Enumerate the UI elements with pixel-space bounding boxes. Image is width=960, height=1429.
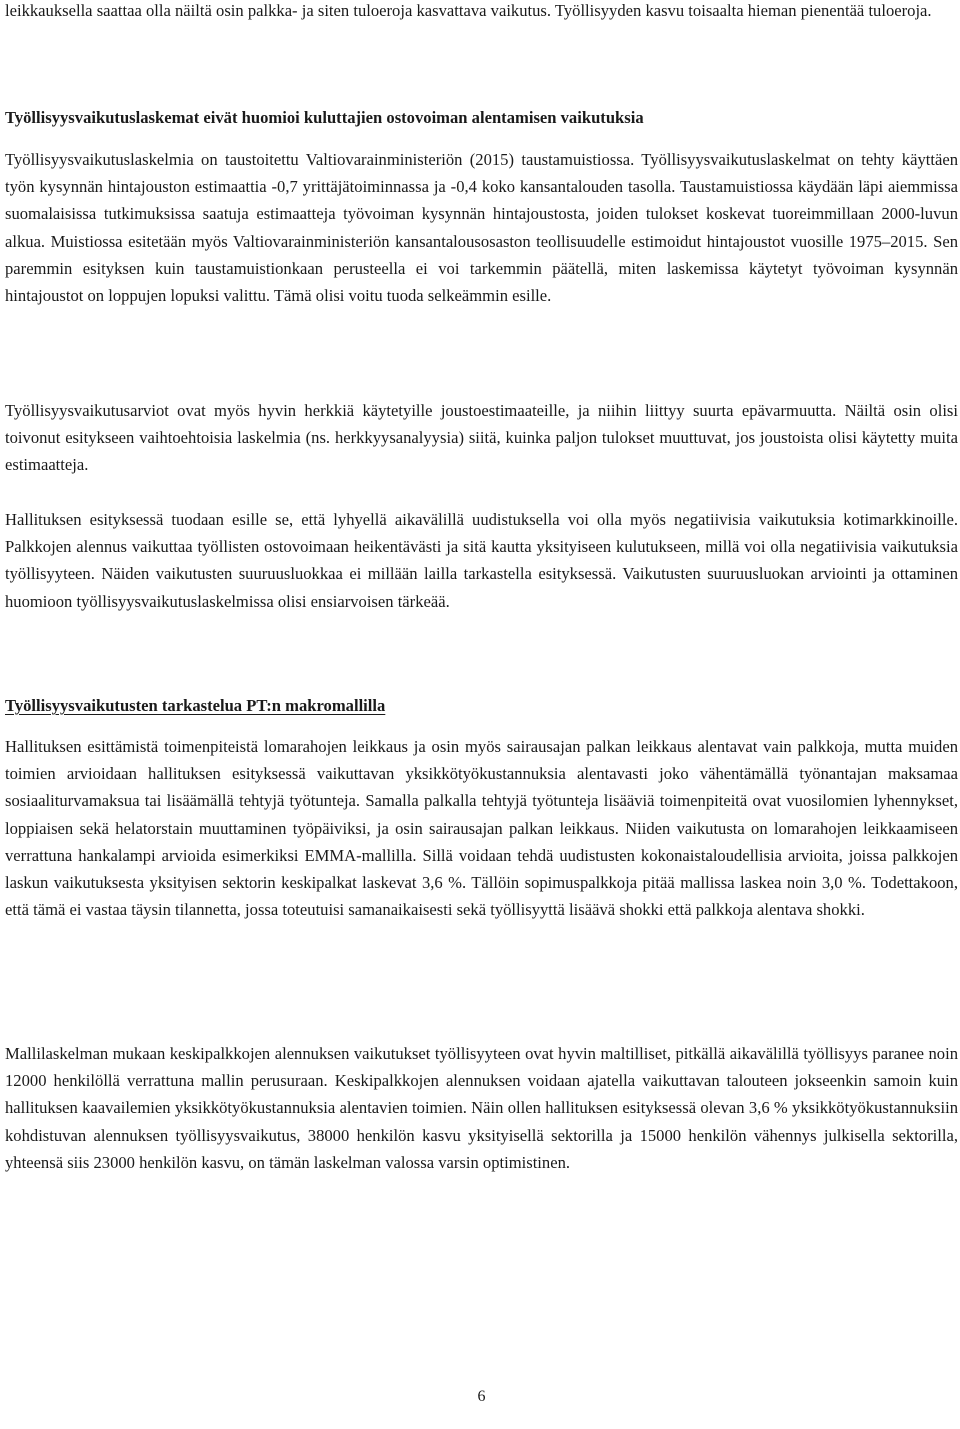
paragraph-model-results: Mallilaskelman mukaan keskipalkkojen alennuksen vaikutukset työllisyyteen ovat hyvin maltilliset, pitkällä aikavälillä työllisyys paranee noin 12000 henkilöllä verrattuna mallin perusuraan. Keskipalkkojen alennuksen voidaan ajatella vaikuttavan talouteen jokseenkin samoin kuin hallituksen kaavailemien yksikkötyökustannuksia alentavien toimien. Näin ollen hallituksen esityksessä olevan 3,6 % yksikkötyökustannuksiin kohdistuvan alennuksen työllisyysvaikutus, 38000 henkilön kasvu yksityisellä sektorilla ja 15000 henkilön vähennys julkisella sektorilla, yhteensä siis 23000 henkilön kasvu, on tämän laskelman valossa varsin optimistinen. <box>5 1044 958 1172</box>
page-number: 6 <box>477 1388 486 1405</box>
document-page <box>5 0 958 1429</box>
section-heading-underlined: Työllisyysvaikutusten tarkastelua PT:n makromallilla <box>5 696 386 715</box>
paragraph-domestic-market: Hallituksen esityksessä tuodaan esille se, että lyhyellä aikavälillä uudistuksella voi olla myös negatiivisia vaikutuksia kotimarkkinoille. Palkkojen alennus vaikuttaa työllisten ostovoimaan heikentävästi ja sitä kautta yksityiseen kulutukseen, millä voi olla negatiivisia vaikutuksia työllisyyteen. Näiden vaikutusten suuruusluokkaa ei millään lailla tarkastella esityksessä. Vaikutusten suuruusluokan arviointi ja ottaminen huomioon työllisyysvaikutuslaskelmissa olisi ensiarvoisen tärkeää. <box>5 510 958 611</box>
paragraph-sensitivity: Työllisyysvaikutusarviot ovat myös hyvin herkkiä käytetyille joustoestimaateille, ja niihin liittyy suurta epävarmuutta. Näiltä osin olisi toivonut esitykseen vaihtoehtoisia laskelmia (ns. herkkyysanalyysia) siitä, kuinka paljon tulokset muuttuvat, jos joustoista olisi käytetty muita estimaatteja. <box>5 401 958 475</box>
paragraph-continuation: leikkauksella saattaa olla näiltä osin palkka- ja siten tuloeroja kasvattava vaikutus. Työllisyyden kasvu toisaalta hieman pienentää tuloeroja. <box>5 1 932 20</box>
paragraph-background-memo: Työllisyysvaikutuslaskelmia on taustoitettu Valtiovarainministeriön (2015) taustamuistiossa. Työllisyysvaikutuslaskelmat on tehty käyttäen työn kysynnän hintajouston estimaattia -0,7 yrittäjätoiminnassa ja -0,4 koko kansantalouden tasolla. Taustamuistiossa käydään läpi aiemmissa suomalaisissa tutkimuksissa saatuja estimaatteja työvoiman kysynnän hintajoustosta, joiden tulokset koskevat tuoreimmillaan 2000-luvun alkua. Muistiossa esitetään myös Valtiovarainministeriön kansantalousosaston teollisuudelle estimoidut hintajoustot vuosille 1975–2015. Sen paremmin esityksen kuin taustamuistionkaan perusteella ei voi tarkemmin päätellä, miten laskemissa käytetyt työvoiman kysynnän hintajoustot on loppujen lopuksi valittu. Tämä olisi voitu tuoda selkeämmin esille. <box>5 150 958 306</box>
section-heading-bold: Työllisyysvaikutuslaskemat eivät huomioi kuluttajien ostovoiman alentamisen vaikutuksia <box>5 108 644 127</box>
paragraph-measures: Hallituksen esittämistä toimenpiteistä lomarahojen leikkaus ja osin myös sairausajan palkan leikkaus alentavat vain palkkoja, mutta muiden toimien arvioidaan hallituksen esityksessä vaikuttavan yksikkötyökustannuksia alentavasti joko vähentämällä työnantajan maksamaa sosiaaliturvamaksua tai lisäämällä tehtyjä työtunteja. Samalla palkalla tehtyjä työtunteja lisääviä toimenpiteitä ovat vuosilomien lyhennykset, loppiaisen sekä helatorstain muuttaminen työpäiviksi, ja osin sairausajan palkan leikkaus. Niiden vaikutusta on lomarahojen leikkaamiseen verrattuna hankalampi arvioida esimerkiksi EMMA-mallilla. Sillä voidaan tehdä uudistusten kokonaistaloudellisia arvioita, joissa palkkojen laskun vaikutuksesta yksityisen sektorin keskipalkat laskevat 3,6 %. Tällöin sopimuspalkkoja pitää mallissa laskea noin 3,0 %. Todettakoon, että tämä ei vastaa täysin tilannetta, jossa toteutuisi samanaikaisesti sekä työllisyyttä lisäävä shokki että palkkoja alentava shokki. <box>5 737 958 920</box>
